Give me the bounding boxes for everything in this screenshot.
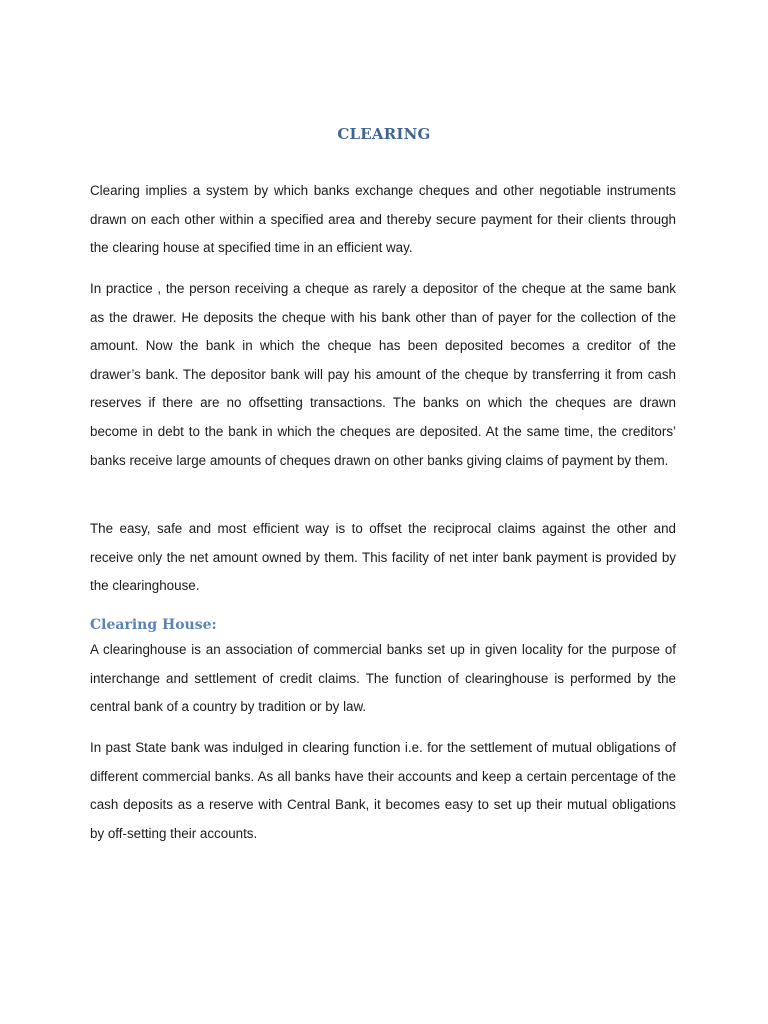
section-heading: Clearing House: — [90, 617, 217, 633]
intro-paragraph: Clearing implies a system by which banks exchange cheques and other negotiable instruments drawn on each other within a specified area and thereby secure payment for their clients through the clearing house at specified time in an efficient way. — [90, 183, 676, 256]
clearinghouse-definition-paragraph: A clearinghouse is an association of commercial banks set up in given locality for the purpose of interchange and settlement of credit claims. The function of clearinghouse is performed by the central bank of a country by tradition or by law. — [90, 642, 676, 715]
page-title: CLEARING — [337, 125, 431, 143]
state-bank-paragraph: In past State bank was indulged in clearing function i.e. for the settlement of mutual obligations of different commercial banks. As all banks have their accounts and keep a certain percentage of the cash deposits as a reserve with Central Bank, it becomes easy to set up their mutual obligations by off-setting their accounts. — [90, 740, 676, 841]
offset-paragraph: The easy, safe and most efficient way is to offset the reciprocal claims against the other and receive only the net amount owned by them. This facility of net inter bank payment is provided by the clearinghouse. — [90, 521, 676, 594]
practice-paragraph: In practice , the person receiving a cheque as rarely a depositor of the cheque at the same bank as the drawer. He deposits the cheque with his bank other than of payer for the collection of the amount. Now the bank in which the cheque has been deposited becomes a creditor of the drawer’s bank. The depositor bank will pay his amount of the cheque by transferring it from cash reserves if there are no offsetting transactions. The banks on which the cheques are drawn become in debt to the bank in which the cheques are deposited. At the same time, the creditors’ banks receive large amounts of cheques drawn on other banks giving claims of payment by them. — [90, 281, 676, 468]
